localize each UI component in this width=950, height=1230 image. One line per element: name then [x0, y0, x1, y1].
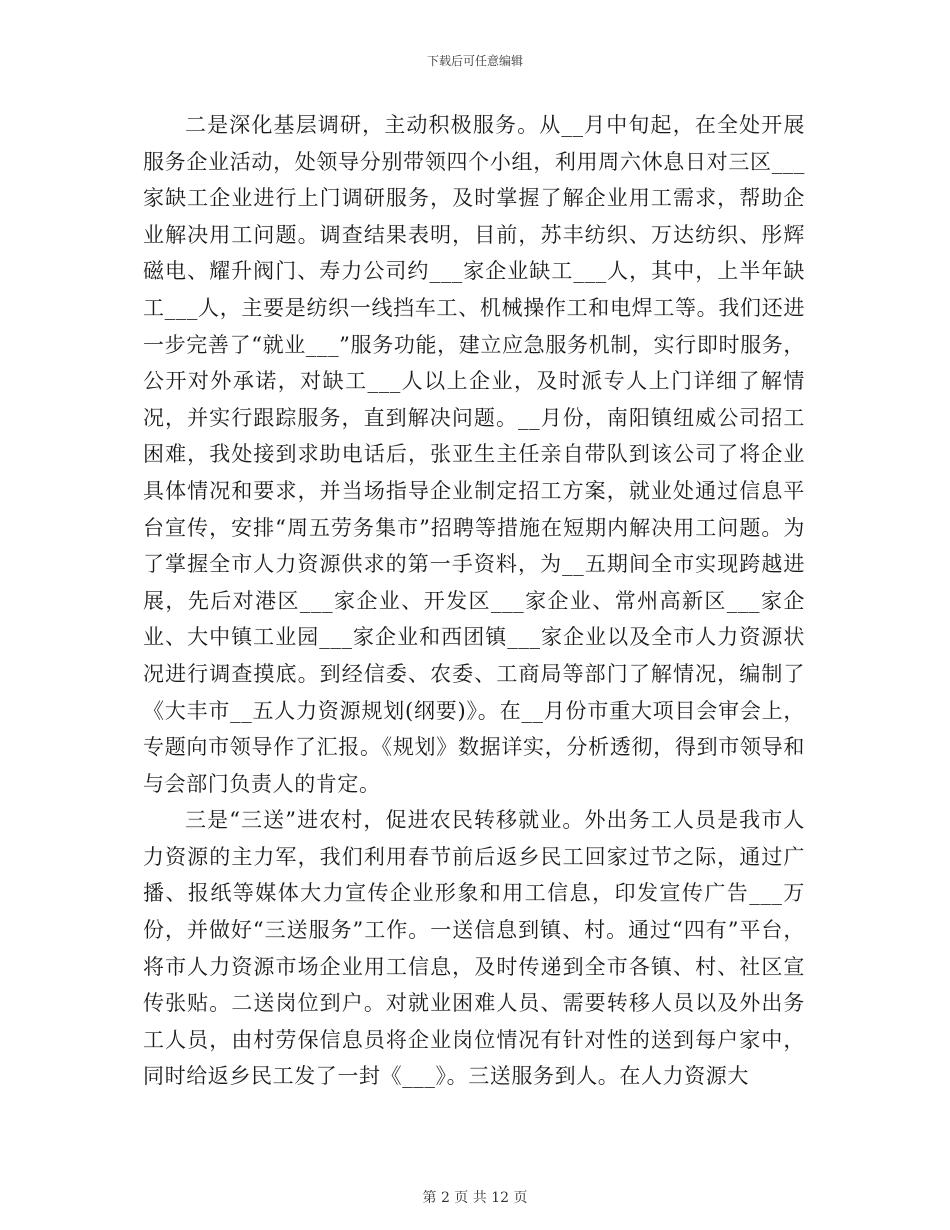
page-header: 下载后可任意编辑: [426, 54, 523, 68]
document-body: [143, 107, 805, 1095]
paragraph-2: 三是“三送”进农村，促进农民转移就业。外出务工人员是我市人力资源的主力军，我们利用春节前后返乡民工回家过节之际，通过广播、报纸等媒体大力宣传企业形象和用工信息，印发宣传广告___万份，并做好“三送服务”工作。一送信息到镇、村。通过“四有”平台，将市人力资源市场企业用工信息，及时传递到全市各镇、村、社区宣传张贴。二送岗位到户。对就业困难人员、需要转移人员以及外出务工人员，由村劳保信息员将企业岗位情况有针对性的送到每户家中，同时给返乡民工发了一封《___》。三送服务到人。在人力资源大: [143, 808, 805, 1089]
paragraph-1: 二是深化基层调研，主动积极服务。从__月中旬起，在全处开展服务企业活动，处领导分别带领四个小组，利用周六休息日对三区___家缺工企业进行上门调研服务，及时掌握了解企业用工需求，帮助企业解决用工问题。调查结果表明，目前，苏丰纺织、万达纺织、彤辉磁电、耀升阀门、寿力公司约___家企业缺工___人，其中，上半年缺工___人，主要是纺织一线挡车工、机械操作工和电焊工等。我们还进一步完善了“就业___”服务功能，建立应急服务机制，实行即时服务，公开对外承诺，对缺工___人以上企业，及时派专人上门详细了解情况，并实行跟踪服务，直到解决问题。__月份，南阳镇纽威公司招工困难，我处接到求助电话后，张亚生主任亲自带队到该公司了将企业具体情况和要求，并当场指导企业制定招工方案，就业处通过信息平台宣传，安排“周五劳务集市”招聘等措施在短期内解决用工问题。为了掌握全市人力资源供求的第一手资料，为__五期间全市实现跨越进展，先后对港区___家企业、开发区___家企业、常州高新区___家企业、大中镇工业园___家企业和西团镇___家企业以及全市人力资源状况进行调查摸底。到经信委、农委、工商局等部门了解情况，编制了《大丰市__五人力资源规划(纲要)》。在__月份市重大项目会审会上，专题向市领导作了汇报。《规划》数据详实，分析透彻，得到市领导和与会部门负责人的肯定。: [143, 113, 805, 796]
page-number-footer: 第 2 页 共 12 页: [422, 1190, 528, 1206]
